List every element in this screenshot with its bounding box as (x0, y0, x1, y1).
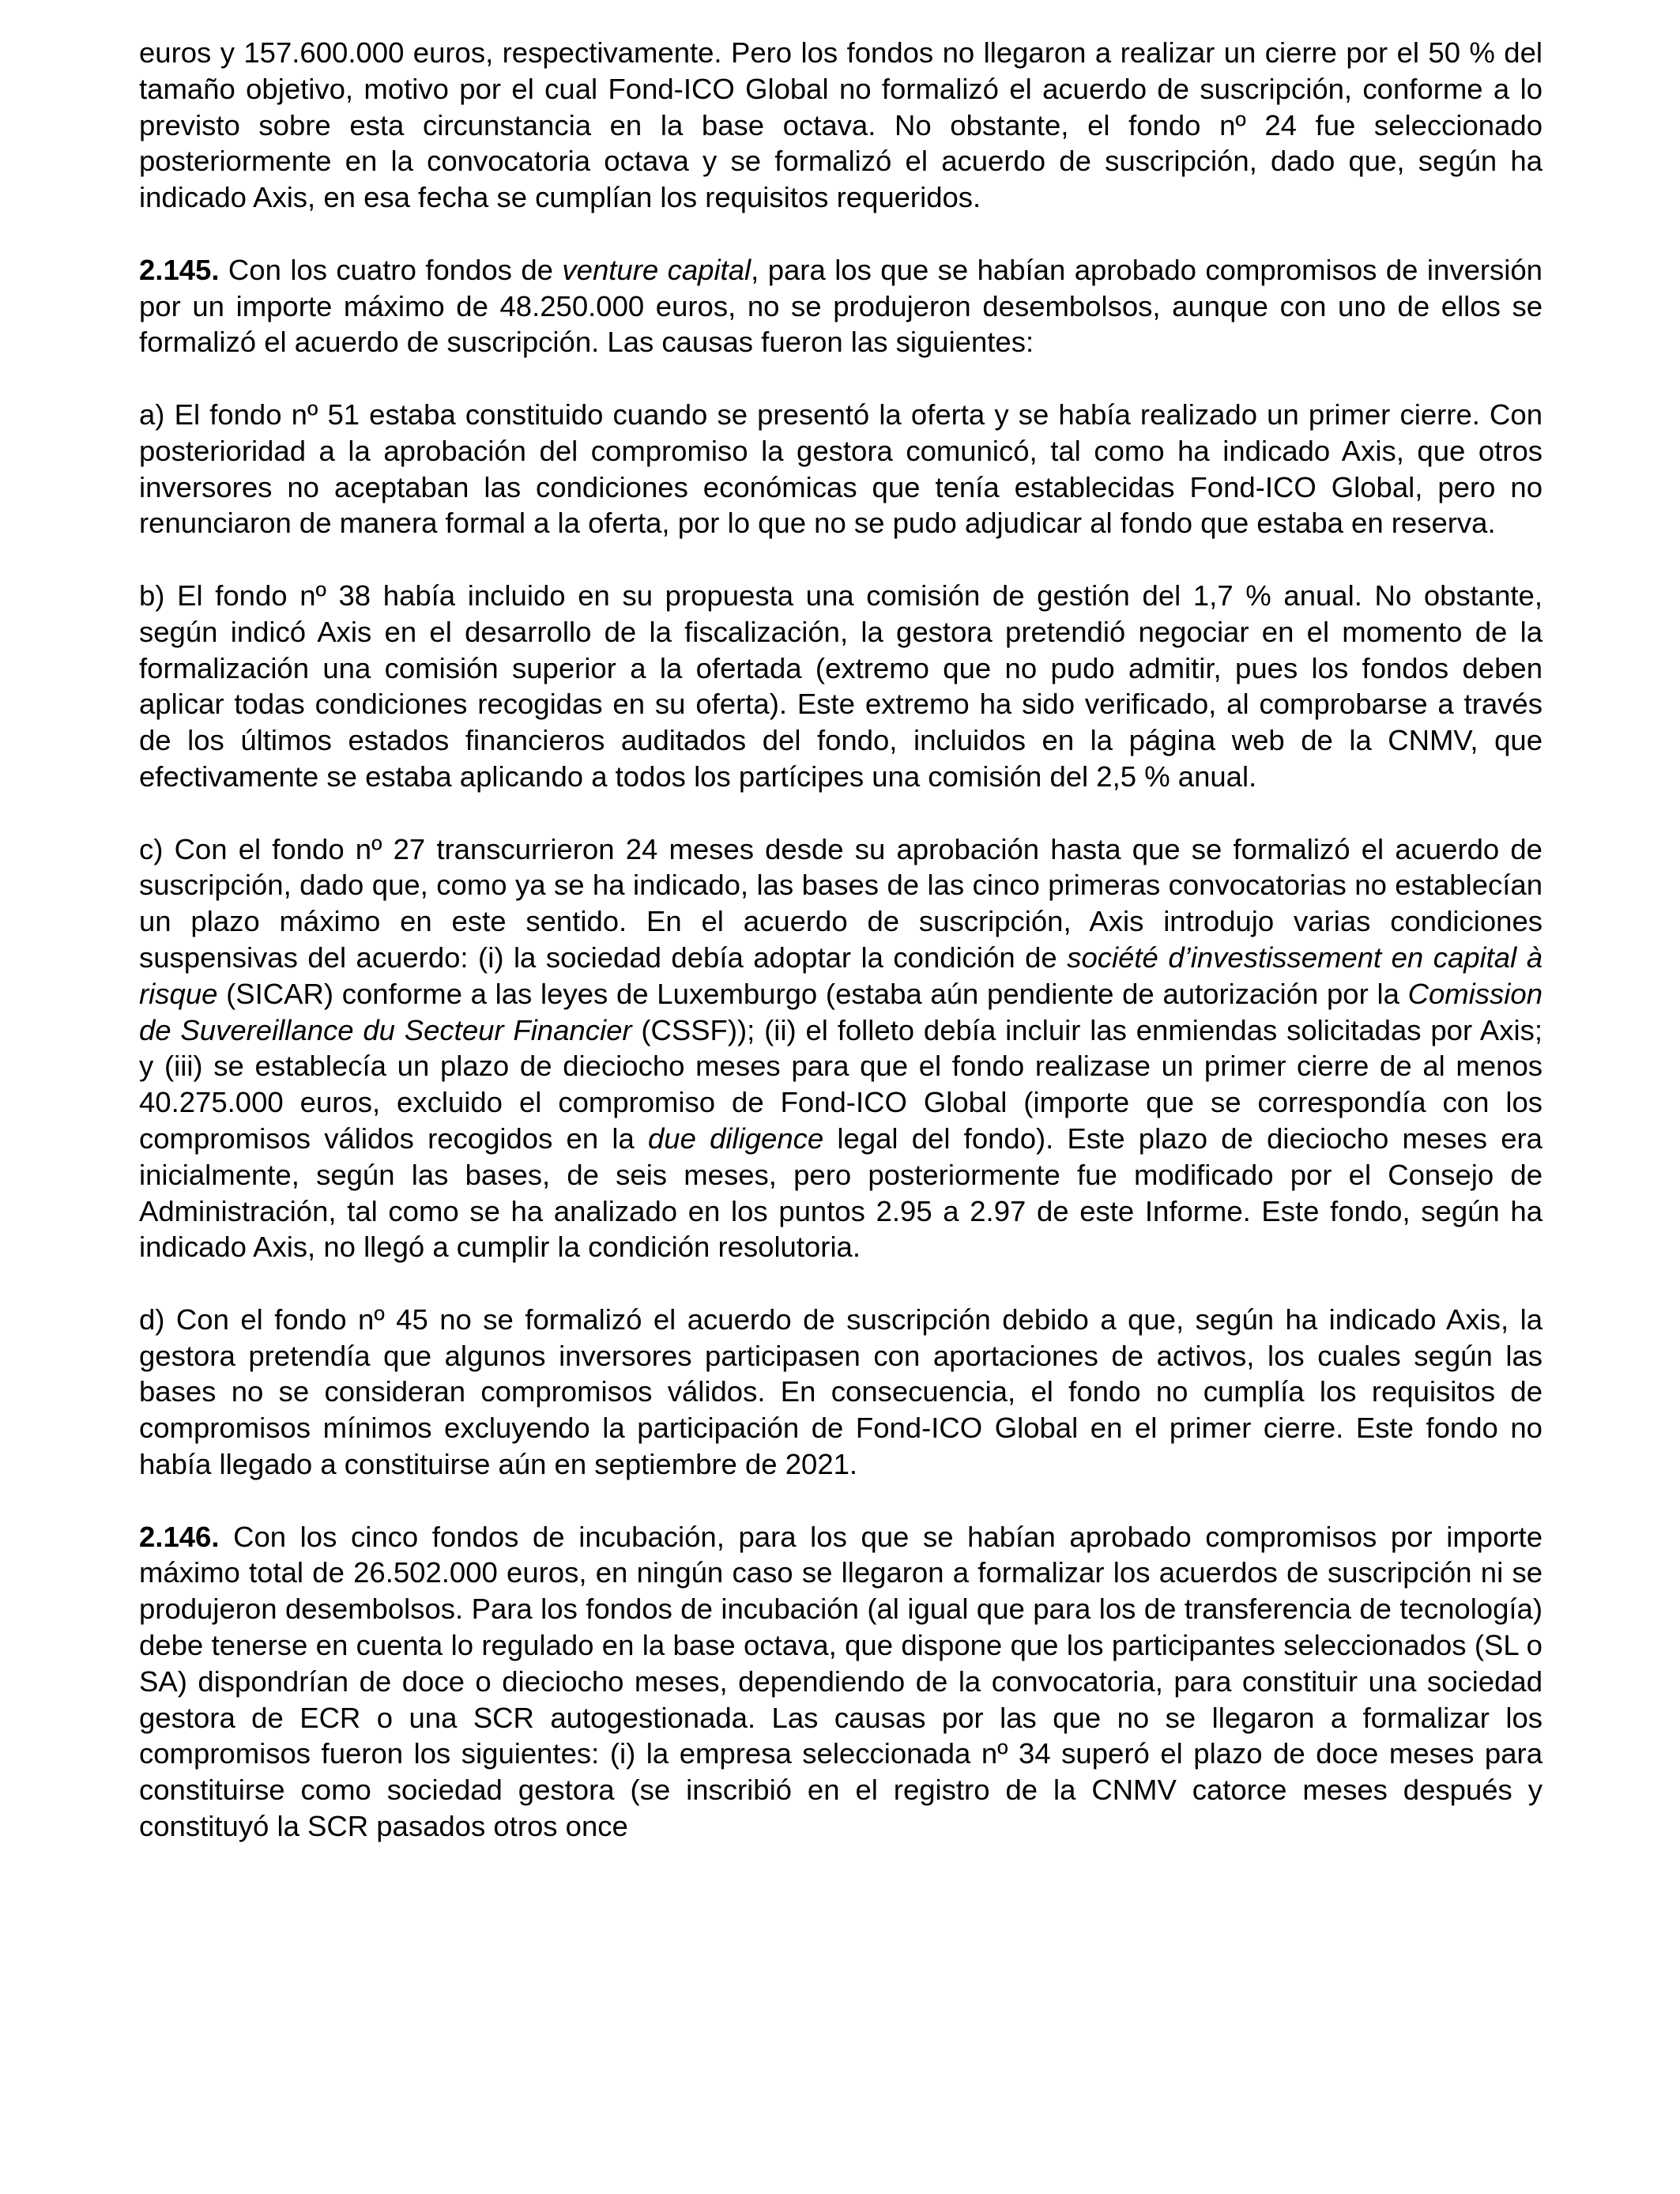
list-item-text: (CSSF)); (ii) el folleto debía incluir las enmiendas solicitadas por Axis; y (iii) se establecía un plazo de dieciocho meses para que el fondo realizase un primer cierre de al menos 40.275.000 euros, excluido el compromiso de Fond-ICO Global (importe que se correspondía con los compromisos válidos recogidos en la (139, 1013, 1543, 1155)
paragraph-2-145 (139, 252, 1543, 360)
paragraph-number: 2.145. (139, 253, 220, 286)
paragraph-text: Con los cinco fondos de incubación, para los que se habían aprobado compromisos por importe máximo total de 26.502.000 euros, en ningún caso se llegaron a formalizar los acuerdos de suscripción ni se produjeron desembolsos. Para los fondos de incubación (al igual que para los de transferencia de tecnología) debe tenerse en cuenta lo regulado en la base octava, que dispone que los participantes seleccionados (SL o SA) dispondrían de doce o dieciocho meses, dependiendo de la convocatoria, para constituir una sociedad gestora de ECR o una SCR autogestionada. Las causas por las que no se llegaron a formalizar los compromisos fueron los siguientes: (i) la empresa seleccionada nº 34 superó el plazo de doce meses para constituirse como sociedad gestora (se inscribió en el registro de la CNMV catorce meses después y constituyó la SCR pasados otros once (139, 1520, 1543, 1843)
italic-term: due diligence (648, 1122, 824, 1155)
list-item-text: a) El fondo nº 51 estaba constituido cuando se presentó la oferta y se había realizado un primer cierre. Con posterioridad a la aprobación del compromiso la gestora comunicó, tal como ha indicado Axis, que otros inversores no aceptaban las condiciones económicas que tenía establecidas Fond-ICO Global, pero no renunciaron de manera formal a la oferta, por lo que no se pudo adjudicar al fondo que estaba en reserva. (139, 398, 1543, 540)
list-item-text: (SICAR) conforme a las leyes de Luxemburgo (estaba aún pendiente de autorización por la (217, 977, 1408, 1010)
list-item-text: legal del fondo). Este plazo de dieciocho meses era inicialmente, según las bases, de seis meses, pero posteriormente fue modificado por el Consejo de Administración, tal como se ha analizado en los puntos 2.95 a 2.97 de este Informe. Este fondo, según ha indicado Axis, no llegó a cumplir la condición resolutoria. (139, 1122, 1543, 1264)
italic-term: Comission de Suvereillance du Secteur Financier (139, 977, 1543, 1046)
list-item-c (139, 831, 1543, 1266)
italic-term: venture capital (562, 253, 751, 286)
intro-paragraph (139, 35, 1543, 216)
paragraph-text: , para los que se habían aprobado compromisos de inversión por un importe máximo de 48.250.000 euros, no se produjeron desembolsos, aunque con uno de ellos se formalizó el acuerdo de suscripción. Las causas fueron las siguientes: (139, 253, 1543, 359)
list-item-b (139, 578, 1543, 795)
paragraph-number: 2.146. (139, 1520, 220, 1553)
italic-term: société d’investissement en capital à risque (139, 941, 1543, 1010)
intro-text: euros y 157.600.000 euros, respectivamente. Pero los fondos no llegaron a realizar un cierre por el 50 % del tamaño objetivo, motivo por el cual Fond-ICO Global no formalizó el acuerdo de suscripción, conforme a lo previsto sobre esta circunstancia en la base octava. No obstante, el fondo nº 24 fue seleccionado posteriormente en la convocatoria octava y se formalizó el acuerdo de suscripción, dado que, según ha indicado Axis, en esa fecha se cumplían los requisitos requeridos. (139, 36, 1543, 214)
document-page (139, 35, 1543, 1845)
list-item-a (139, 397, 1543, 541)
paragraph-2-146 (139, 1519, 1543, 1845)
list-item-text: c) Con el fondo nº 27 transcurrieron 24 meses desde su aprobación hasta que se formalizó el acuerdo de suscripción, dado que, como ya se ha indicado, las bases de las cinco primeras convocatorias no establecían un plazo máximo en este sentido. En el acuerdo de suscripción, Axis introdujo varias condiciones suspensivas del acuerdo: (i) la sociedad debía adoptar la condición de (139, 832, 1543, 974)
paragraph-text: Con los cuatro fondos de (219, 253, 563, 286)
list-item-d (139, 1302, 1543, 1483)
list-item-text: b) El fondo nº 38 había incluido en su propuesta una comisión de gestión del 1,7 % anual. No obstante, según indicó Axis en el desarrollo de la fiscalización, la gestora pretendió negociar en el momento de la formalización una comisión superior a la ofertada (extremo que no pudo admitir, pues los fondos deben aplicar todas condiciones recogidas en su oferta). Este extremo ha sido verificado, al comprobarse a través de los últimos estados financieros auditados del fondo, incluidos en la página web de la CNMV, que efectivamente se estaba aplicando a todos los partícipes una comisión del 2,5 % anual. (139, 579, 1543, 793)
list-item-text: d) Con el fondo nº 45 no se formalizó el acuerdo de suscripción debido a que, según ha indicado Axis, la gestora pretendía que algunos inversores participasen con aportaciones de activos, los cuales según las bases no se consideran compromisos válidos. En consecuencia, el fondo no cumplía los requisitos de compromisos mínimos excluyendo la participación de Fond-ICO Global en el primer cierre. Este fondo no había llegado a constituirse aún en septiembre de 2021. (139, 1302, 1543, 1481)
